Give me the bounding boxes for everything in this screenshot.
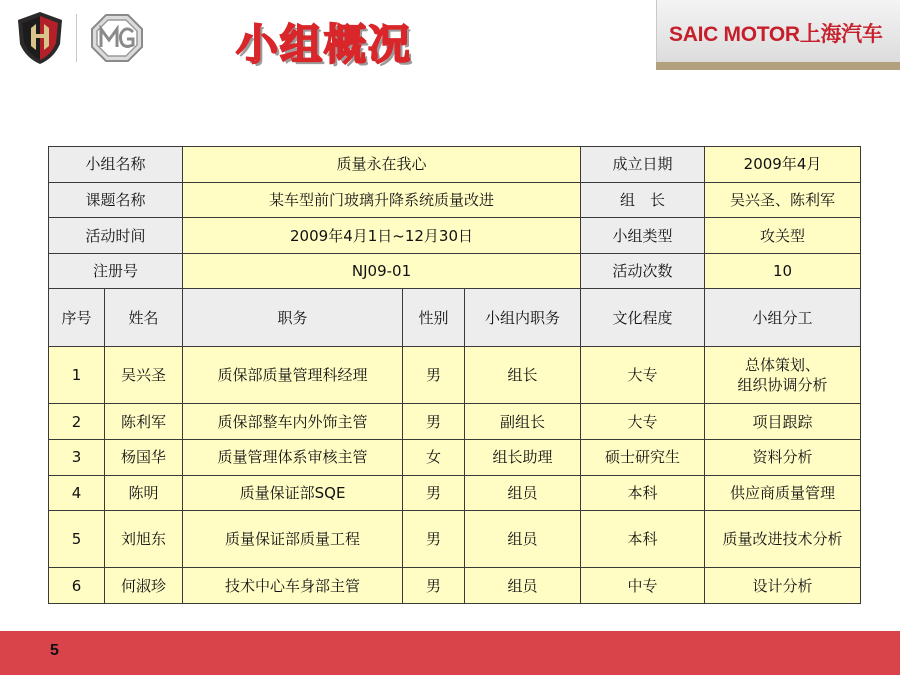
footer-bar bbox=[0, 631, 900, 675]
column-header: 性别 bbox=[403, 289, 465, 347]
info-value: NJ09-01 bbox=[183, 253, 581, 289]
member-cell: 项目跟踪 bbox=[705, 404, 861, 440]
column-header: 小组分工 bbox=[705, 289, 861, 347]
member-cell: 何淑珍 bbox=[105, 568, 183, 604]
info-value: 攻关型 bbox=[705, 218, 861, 254]
member-cell: 男 bbox=[403, 475, 465, 511]
member-cell: 男 bbox=[403, 511, 465, 568]
info-row bbox=[49, 182, 861, 218]
info-row bbox=[49, 218, 861, 254]
member-cell: 质量改进技术分析 bbox=[705, 511, 861, 568]
member-cell: 刘旭东 bbox=[105, 511, 183, 568]
member-cell: 2 bbox=[49, 404, 105, 440]
saic-motor-brand bbox=[656, 0, 900, 62]
info-label: 活动次数 bbox=[581, 253, 705, 289]
member-cell: 男 bbox=[403, 404, 465, 440]
team-overview-table-container bbox=[48, 146, 860, 604]
column-header: 小组内职务 bbox=[465, 289, 581, 347]
roewe-logo-icon bbox=[14, 10, 66, 66]
member-cell: 硕士研究生 bbox=[581, 440, 705, 476]
info-value: 某车型前门玻璃升降系统质量改进 bbox=[183, 182, 581, 218]
member-cell: 组员 bbox=[465, 475, 581, 511]
member-cell: 大专 bbox=[581, 404, 705, 440]
member-cell: 技术中心车身部主管 bbox=[183, 568, 403, 604]
member-cell: 质保部质量管理科经理 bbox=[183, 347, 403, 404]
member-row bbox=[49, 568, 861, 604]
member-cell: 质量保证部SQE bbox=[183, 475, 403, 511]
member-cell: 陈利军 bbox=[105, 404, 183, 440]
info-value: 2009年4月1日~12月30日 bbox=[183, 218, 581, 254]
member-cell: 陈明 bbox=[105, 475, 183, 511]
member-row bbox=[49, 475, 861, 511]
member-cell: 供应商质量管理 bbox=[705, 475, 861, 511]
member-cell: 组员 bbox=[465, 511, 581, 568]
info-label: 成立日期 bbox=[581, 147, 705, 183]
member-cell: 副组长 bbox=[465, 404, 581, 440]
team-overview-table bbox=[48, 146, 861, 604]
member-cell: 男 bbox=[403, 568, 465, 604]
slide-title: 小组概况 bbox=[236, 20, 413, 69]
member-row bbox=[49, 511, 861, 568]
member-cell: 6 bbox=[49, 568, 105, 604]
member-cell: 杨国华 bbox=[105, 440, 183, 476]
member-cell: 3 bbox=[49, 440, 105, 476]
member-cell: 组长助理 bbox=[465, 440, 581, 476]
member-cell: 女 bbox=[403, 440, 465, 476]
page-number: 5 bbox=[50, 642, 59, 659]
member-cell: 质量保证部质量工程 bbox=[183, 511, 403, 568]
column-header: 姓名 bbox=[105, 289, 183, 347]
info-row bbox=[49, 253, 861, 289]
member-row bbox=[49, 404, 861, 440]
info-value: 吴兴圣、陈利军 bbox=[705, 182, 861, 218]
brand-text: SAIC MOTOR上海汽车 bbox=[669, 23, 883, 46]
member-cell: 中专 bbox=[581, 568, 705, 604]
member-cell: 1 bbox=[49, 347, 105, 404]
member-cell: 设计分析 bbox=[705, 568, 861, 604]
column-header: 职务 bbox=[183, 289, 403, 347]
brand-stripe bbox=[656, 62, 900, 70]
member-cell: 总体策划、 组织协调分析 bbox=[705, 347, 861, 404]
member-cell: 本科 bbox=[581, 475, 705, 511]
info-value: 质量永在我心 bbox=[183, 147, 581, 183]
member-cell: 4 bbox=[49, 475, 105, 511]
info-label: 活动时间 bbox=[49, 218, 183, 254]
member-cell: 吴兴圣 bbox=[105, 347, 183, 404]
member-cell: 资料分析 bbox=[705, 440, 861, 476]
member-cell: 组长 bbox=[465, 347, 581, 404]
info-label: 课题名称 bbox=[49, 182, 183, 218]
member-cell: 大专 bbox=[581, 347, 705, 404]
member-cell: 质量管理体系审核主管 bbox=[183, 440, 403, 476]
info-label: 小组名称 bbox=[49, 147, 183, 183]
member-cell: 5 bbox=[49, 511, 105, 568]
member-row bbox=[49, 347, 861, 404]
info-value: 2009年4月 bbox=[705, 147, 861, 183]
info-row bbox=[49, 147, 861, 183]
info-label: 注册号 bbox=[49, 253, 183, 289]
info-label: 组 长 bbox=[581, 182, 705, 218]
column-header: 文化程度 bbox=[581, 289, 705, 347]
info-label: 小组类型 bbox=[581, 218, 705, 254]
member-cell: 本科 bbox=[581, 511, 705, 568]
info-value: 10 bbox=[705, 253, 861, 289]
member-cell: 质保部整车内外饰主管 bbox=[183, 404, 403, 440]
column-header: 序号 bbox=[49, 289, 105, 347]
member-cell: 组员 bbox=[465, 568, 581, 604]
member-header-row bbox=[49, 289, 861, 347]
member-cell: 男 bbox=[403, 347, 465, 404]
logo-divider bbox=[76, 14, 77, 62]
mg-logo-icon bbox=[90, 12, 144, 64]
member-row bbox=[49, 440, 861, 476]
